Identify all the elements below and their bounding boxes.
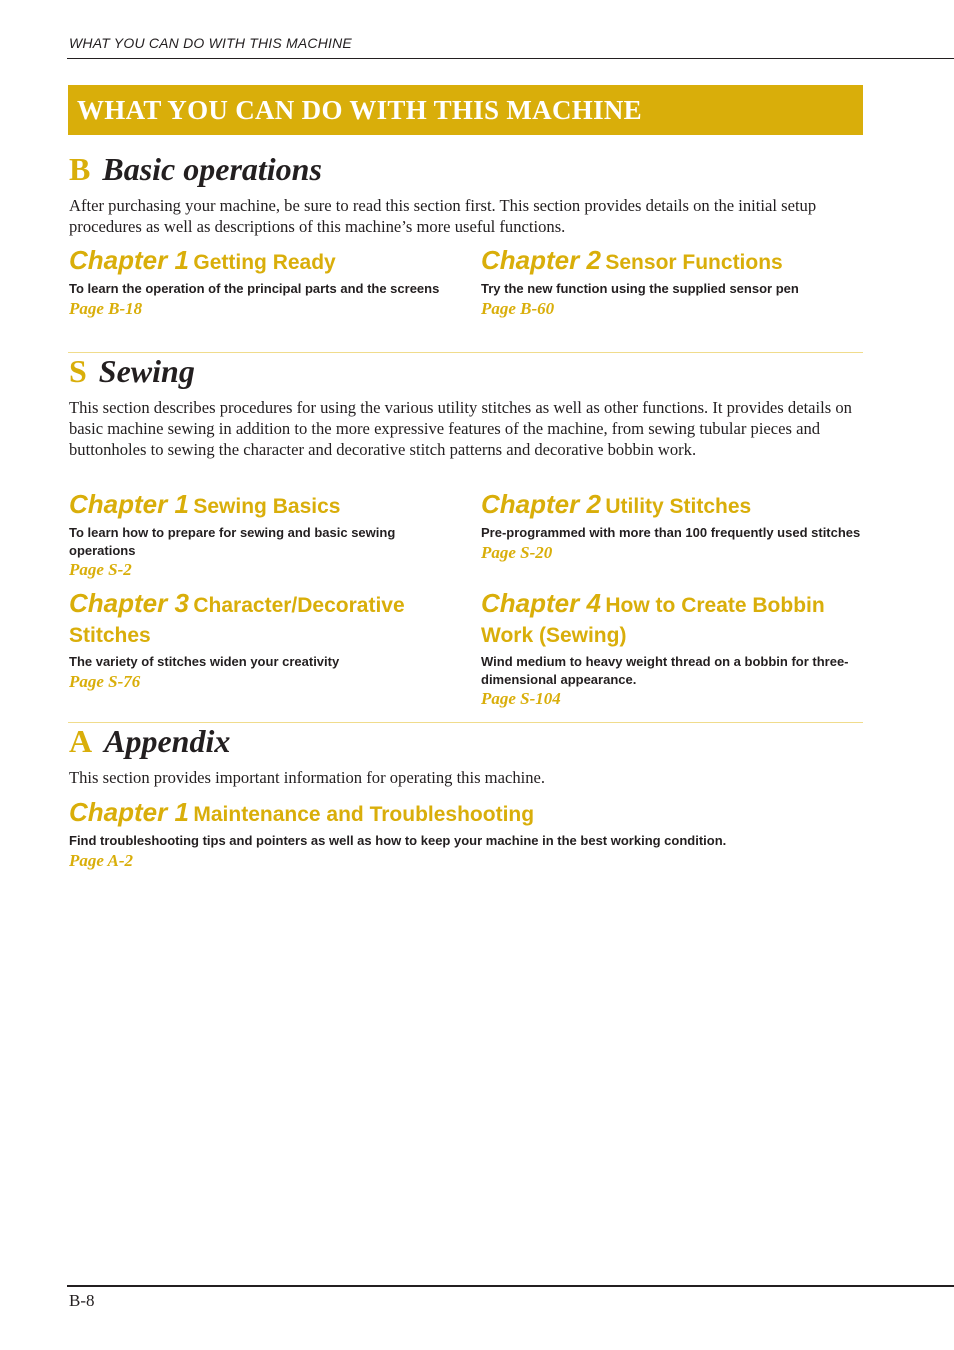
chapter-description: To learn the operation of the principal parts and the screens	[69, 281, 440, 296]
chapter-description: Pre-programmed with more than 100 frequently used stitches	[481, 525, 861, 540]
chapter-entry-b2[interactable]	[481, 246, 866, 320]
chapter-entry-s1[interactable]	[69, 490, 454, 581]
chapter-title	[481, 589, 866, 652]
section-title: Appendix	[104, 723, 231, 759]
chapter-name: Character/Decorative Stitches	[69, 594, 405, 647]
chapter-page-link[interactable]: Page S-76	[69, 671, 141, 691]
chapter-title	[481, 490, 866, 523]
chapter-entry-a1[interactable]	[69, 798, 859, 872]
chapter-name: Sewing Basics	[193, 495, 341, 518]
chapter-entry-s2[interactable]	[481, 490, 866, 564]
running-head: WHAT YOU CAN DO WITH THIS MACHINE	[69, 35, 352, 51]
chapter-page-link[interactable]: Page S-104	[481, 689, 561, 708]
chapter-entry-b1[interactable]	[69, 246, 454, 320]
section-title: Basic operations	[102, 151, 322, 187]
chapter-number: Chapter 3	[69, 588, 189, 618]
footer-rule	[67, 1285, 954, 1287]
chapter-description: The variety of stitches widen your creativity	[69, 654, 340, 669]
chapter-name: Utility Stitches	[605, 495, 752, 518]
chapter-name: Sensor Functions	[605, 251, 783, 274]
section-heading-sewing	[69, 353, 195, 390]
page-title: WHAT YOU CAN DO WITH THIS MACHINE	[77, 94, 642, 125]
chapter-description: Try the new function using the supplied sensor pen	[481, 281, 799, 296]
chapter-title	[69, 589, 454, 652]
chapter-name: How to Create Bobbin Work (Sewing)	[481, 594, 825, 647]
header-rule	[67, 58, 954, 59]
chapter-description: Wind medium to heavy weight thread on a bobbin for three-dimensional appearance.	[481, 654, 849, 687]
chapter-number: Chapter 4	[481, 588, 601, 618]
section-letter: A	[69, 723, 93, 759]
chapter-number: Chapter 1	[69, 797, 189, 827]
section-letter: B	[69, 151, 91, 187]
chapter-number: Chapter 1	[69, 489, 189, 519]
chapter-page-link[interactable]: Page S-2	[69, 560, 132, 579]
page-number: B-8	[69, 1291, 95, 1310]
section-heading-appendix	[69, 723, 230, 760]
section-intro: After purchasing your machine, be sure to read this section first. This section provides details on the initial setup procedures as well as descriptions of this machine’s more useful functions.	[69, 196, 817, 236]
section-intro: This section describes procedures for using the various utility stitches as well as other functions. It provides details on basic machine sewing in addition to the more expressive features of the machine, from sewing tubular pieces and buttonholes to sewing the character and decorative stitch patterns and decorative bobbin work.	[69, 398, 852, 459]
chapter-name: Getting Ready	[193, 251, 336, 274]
chapter-number: Chapter 2	[481, 245, 601, 275]
chapter-number: Chapter 2	[481, 489, 601, 519]
page-title-banner	[68, 85, 863, 135]
chapter-title	[69, 490, 454, 523]
chapter-name: Maintenance and Troubleshooting	[193, 803, 535, 826]
chapter-entry-s3[interactable]	[69, 589, 454, 693]
chapter-entry-s4[interactable]	[481, 589, 866, 710]
chapter-page-link[interactable]: Page A-2	[69, 850, 134, 870]
chapter-page-link[interactable]: Page B-60	[481, 298, 555, 318]
chapter-title	[481, 246, 866, 279]
section-title: Sewing	[98, 353, 195, 389]
section-heading-basic-operations	[69, 151, 322, 188]
section-letter: S	[69, 353, 87, 389]
chapter-number: Chapter 1	[69, 245, 189, 275]
chapter-title	[69, 798, 859, 831]
chapter-page-link[interactable]: Page B-18	[69, 298, 143, 318]
chapter-page-link[interactable]: Page S-20	[481, 542, 553, 562]
section-intro: This section provides important information for operating this machine.	[69, 768, 546, 787]
chapter-description: Find troubleshooting tips and pointers as well as how to keep your machine in the best working condition.	[69, 833, 727, 848]
chapter-title	[69, 246, 454, 279]
chapter-description: To learn how to prepare for sewing and basic sewing operations	[69, 525, 396, 558]
